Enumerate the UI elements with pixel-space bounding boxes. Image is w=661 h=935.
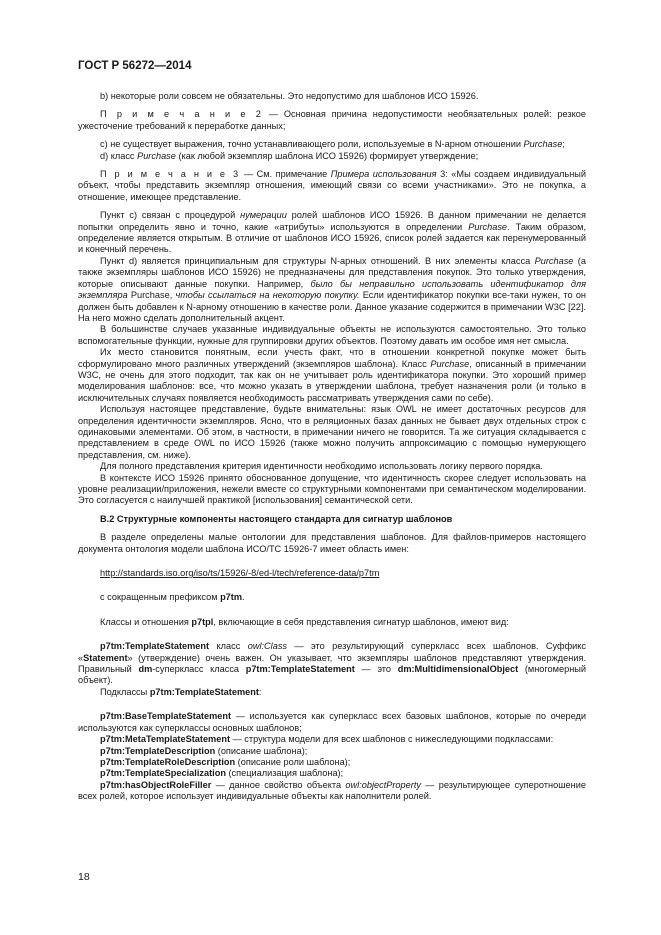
paragraph-statements: Их место становится понятным, если учесть факт, что в отношении конкретной покупке может быть сформулировано много различных утверждений (экземпляров шаблона). Класс Purchase, описанный в примечании W3C, не очень для этого подходит, так как он не учитывает роль идентификатора покупки. Это хороший пример моделирования шаблонов: все, что можно указать в утверждении шаблона, требует назначения роли (и только в исключительных случаях появляется необходимость рассматривать утверждения сами по себе). — [78, 347, 586, 403]
paragraph-context: В контексте ИСО 15926 принято обоснованное допущение, что идентичность скорее следует использовать на уровне реализации/приложения, нежели вместе со структурными компонентами при семантическом моделировании. Это согласуется с наилучшей практикой [использования] семантической сети. — [78, 472, 586, 506]
paragraph-point-d: Пункт d) является принципиальным для структуры N-арных отношений. В них элементы класса Purchase (а также экземпляры шаблонов ИСО 15926) не предназначены для представления покупок. Это только утверждения, которые описывают данные покупки. Например, было бы неправильно использовать идентификатор для экземпляра Purchase, чтобы ссылаться на некоторую покупку. Если идентификатор покупки все-таки нужен, то он должен быть добавлен к N-арному отношению в качестве роли. Данное указание содержится в примечании W3C [22]. На него можно сделать дополнительный акцент. — [78, 255, 587, 323]
paragraph-b: b) некоторые роли совсем не обязательны. Это недопустимо для шаблонов ИСО 15926. — [100, 91, 479, 101]
page-number: 18 — [78, 871, 90, 883]
paragraph-point-c: Пункт с) связан с процедурой нумерации ролей шаблонов ИСО 15926. В данном примечании не делается попытки определить явно и точно, какие «атрибуты» используются в определении Purchase. Таким образом, определение является открытым. В отличие от шаблонов ИСО 15926, список ролей задается как перенумерованный и конечный перечень. — [78, 210, 586, 255]
note-3: П р и м е ч а н и е 3 — См. примечание Примера использования 3: «Мы создаем индивидуальный объект, чтобы представить экземпляр отношения, имеющий связи со всеми участниками». Это не покупка, а отношение, имеющее представление. — [78, 169, 587, 202]
definition-has-object-role-filler: p7tm:hasObjectRoleFiller — данное свойство объекта owl:objectProperty — результирующее суперотношение всех ролей, которое использует индивидуальные объекты как наполнители ролей. — [78, 779, 586, 802]
section-heading: В.2 Структурные компоненты настоящего стандарта для сигнатур шаблонов — [100, 513, 453, 524]
paragraph-owl-identity: Используя настоящее представление, будьте внимательны: язык OWL не имеет достаточных ресурсов для определения идентичности экземпляров. Ясно, что в реляционных базах данных не бывает двух отдельных строк с одинаковыми элементами. Об этом, в частности, в примечании ничего не говорится. Та же ситуация складывается с представлением в среде OWL по ИСО 15926 (также можно получить аппроксимацию с помощью нумерующего представления, см. ниже). — [78, 404, 586, 460]
definition-meta-template: p7tm:MetaTemplateStatement — структура модели для всех шаблонов с нижеследующими подклассами: — [100, 734, 554, 745]
definition-template-specialization: p7tm:TemplateSpecialization (специализация шаблона); — [100, 768, 344, 779]
standard-header: ГОСТ Р 56272—2014 — [78, 60, 192, 72]
paragraph-subclasses: Подклассы p7tm:TemplateStatement: — [100, 686, 262, 697]
note-label: П р и м е ч а н и е 3 — [100, 169, 241, 180]
definition-template-role-description: p7tm:TemplateRoleDescription (описание роли шаблона); — [100, 756, 351, 767]
page-content — [78, 91, 586, 803]
namespace-url-link[interactable]: http://standards.iso.org/iso/ts/15926/-8/ed-l/tech/reference-data/p7tm — [100, 568, 380, 579]
paragraph-prefix: с сокращенным префиксом p7tm. — [100, 592, 245, 603]
paragraph-classes: Классы и отношения p7tpl, включающие в себя представления сигнатур шаблонов, имеют вид: — [100, 616, 509, 627]
paragraph-d: d) класс Purchase (как любой экземпляр шаблона ИСО 15926) формирует утверждение; — [100, 150, 479, 161]
paragraph-ontologies: В разделе определены малые онтологии для представления шаблонов. Для файлов-примеров настоящего документа онтология модели шаблона ИСО/ТС 15926-7 имеет область имен: — [78, 532, 586, 554]
note-label: П р и м е ч а н и е 2 — [100, 109, 264, 120]
paragraph-c: c) не существует выражения, точно устанавливающего роли, используемые в N-арном отношении Purchase; — [100, 139, 565, 150]
paragraph-auxiliary: В большинстве случаев указанные индивидуальные объекты не используются самостоятельно. Это только вспомогательные функции, нужные для группировки других объектов. Поэтому давать им особое имя нет смысла. — [78, 324, 586, 346]
paragraph-first-order-logic: Для полного представления критерия идентичности необходимо использовать логику первого порядка. — [100, 461, 543, 472]
definition-base-template: p7tm:BaseTemplateStatement — используется как суперкласс всех базовых шаблонов, которые по очереди используются как суперклассы основных шаблонов; — [78, 711, 586, 733]
definition-template-description: p7tm:TemplateDescription (описание шаблона); — [100, 745, 308, 756]
note-2: П р и м е ч а н и е 2 — Основная причина недопустимости необязательных ролей: резкое ужесточение требований к переработке данных; — [78, 109, 586, 131]
definition-template-statement: p7tm:TemplateStatement класс owl:Class — это результирующий суперкласс всех шаблонов. Суффикс «Statement» (утверждение) очень важен. Он указывает, что экземпляры шаблонов представляют утверждения. Правильный dm-суперкласс класса p7tm:TemplateStatement — это dm:MultidimensionalObject (многомерный объект). — [78, 641, 587, 686]
